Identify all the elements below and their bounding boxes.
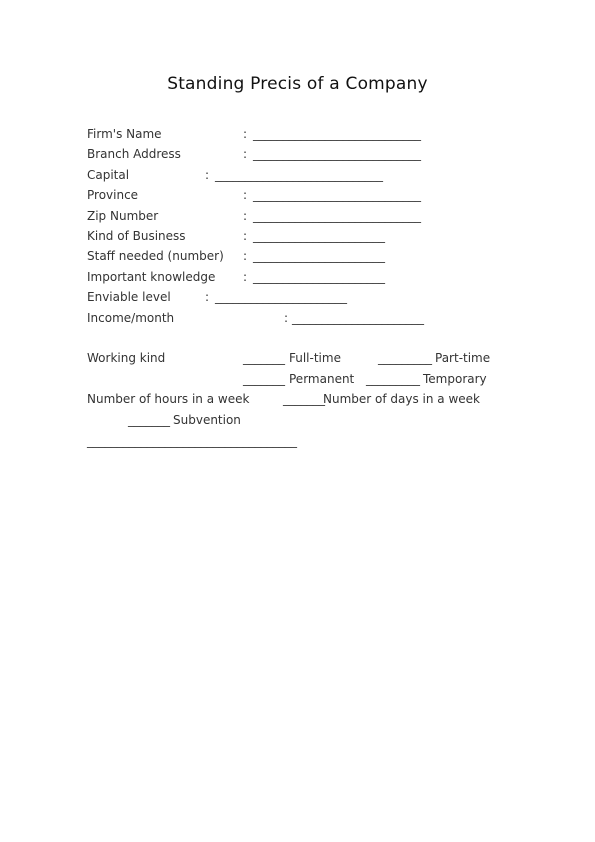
income-month-colon: : [284, 311, 289, 325]
kind-of-business-field[interactable]: ______________________ [253, 229, 385, 243]
enviable-level-label: Enviable level [87, 290, 171, 304]
province-colon: : [243, 188, 248, 202]
kind-of-business-colon: : [243, 229, 248, 243]
zip-number-colon: : [243, 209, 248, 223]
zip-number-field[interactable]: ____________________________ [253, 209, 421, 223]
province-field[interactable]: ____________________________ [253, 188, 421, 202]
staff-needed-field[interactable]: ______________________ [253, 249, 385, 263]
firm-name-field[interactable]: ____________________________ [253, 127, 421, 141]
important-knowledge-field[interactable]: ______________________ [253, 270, 385, 284]
important-knowledge-colon: : [243, 270, 248, 284]
firm-name-colon: : [243, 127, 248, 141]
zip-number-label: Zip Number [87, 209, 159, 223]
signature-line[interactable]: ___________________________________ [87, 434, 297, 448]
enviable-level-field[interactable]: ______________________ [215, 290, 347, 304]
province-label: Province [87, 188, 139, 202]
days-per-week-label: Number of days in a week [323, 392, 480, 406]
branch-address-field[interactable]: ____________________________ [253, 147, 421, 161]
temporary-label: Temporary [423, 372, 487, 386]
permanent-blank[interactable]: _______ [243, 372, 285, 386]
important-knowledge-label: Important knowledge [87, 270, 216, 284]
subvention-blank[interactable]: _______ [128, 413, 170, 427]
subvention-label: Subvention [173, 413, 241, 427]
working-kind-label: Working kind [87, 351, 166, 365]
kind-of-business-label: Kind of Business [87, 229, 186, 243]
income-month-field[interactable]: ______________________ [292, 311, 424, 325]
part-time-label: Part-time [435, 351, 491, 365]
branch-address-label: Branch Address [87, 147, 181, 161]
part-time-blank[interactable]: _________ [378, 351, 432, 365]
branch-address-colon: : [243, 147, 248, 161]
capital-colon: : [205, 168, 210, 182]
full-time-label: Full-time [289, 351, 341, 365]
staff-needed-colon: : [243, 249, 248, 263]
enviable-level-colon: : [205, 290, 210, 304]
capital-field[interactable]: ____________________________ [215, 168, 383, 182]
days-per-week-blank[interactable]: _______ [283, 392, 325, 406]
full-time-blank[interactable]: _______ [243, 351, 285, 365]
income-month-label: Income/month [87, 311, 175, 325]
hours-per-week-label: Number of hours in a week [87, 392, 250, 406]
staff-needed-label: Staff needed (number) [87, 249, 224, 263]
capital-label: Capital [87, 168, 130, 182]
page-title: Standing Precis of a Company [167, 74, 428, 94]
permanent-label: Permanent [289, 372, 355, 386]
firm-name-label: Firm's Name [87, 127, 162, 141]
temporary-blank[interactable]: _________ [366, 372, 420, 386]
